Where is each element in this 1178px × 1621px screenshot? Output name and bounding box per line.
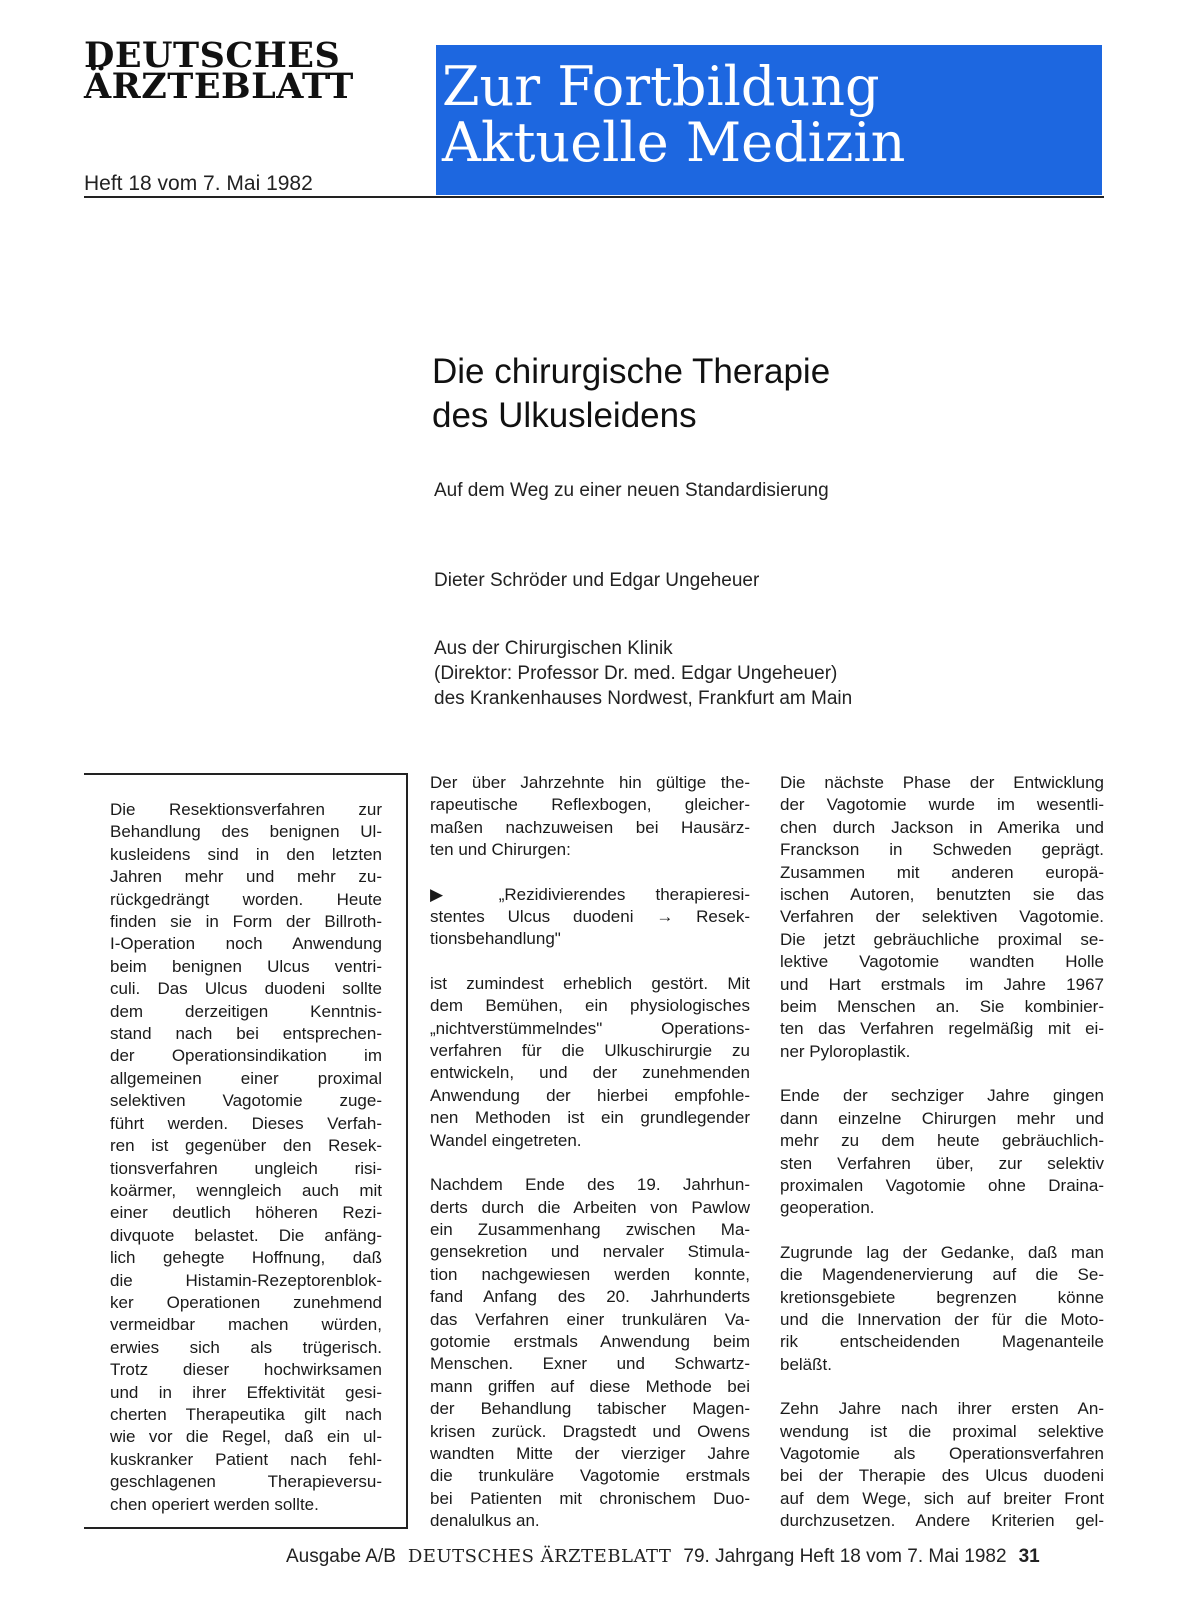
text-line: Trotz dieser hochwirksamen [110,1360,382,1380]
text-line: Anwendung der hierbei empfohle- [430,1085,750,1105]
text-line: durchzusetzen. Andere Kriterien gel- [780,1511,1104,1531]
text-line: finden sie in Form der Billroth- [110,912,382,932]
text-line: selektiven Vagotomie zuge- [110,1091,382,1111]
text-line: lektive Vagotomie wandten Holle [780,952,1104,972]
text-line: allgemeinen einer proximal [110,1068,382,1088]
text-line: kuskranker Patient nach fehl- [110,1449,382,1469]
footer-journal: DEUTSCHES ÄRZTEBLATT [407,1546,672,1567]
abstract-text [110,799,382,1516]
text-line: führt werden. Dieses Verfah- [110,1113,382,1133]
body-column-3 [780,772,1104,1533]
text-line: lich gehegte Hoffnung, daß [110,1248,382,1268]
text-line: und die Innervation der für die Moto- [780,1309,1104,1329]
text-line: Nachdem Ende des 19. Jahrhun- [430,1175,750,1195]
text-line: gotomie erstmals Anwendung beim [430,1331,750,1351]
text-line: kusleidens sind in den letzten [110,844,382,864]
section-banner [436,45,1102,195]
text-line: Zugrunde lag der Gedanke, daß man [780,1242,1104,1262]
text-line: Verfahren der selektiven Vagotomie. [780,907,1104,927]
text-line: geschlagenen Therapieversu- [110,1472,382,1492]
text-line: dem derzeitigen Kenntnis- [110,1001,382,1021]
footer-edition: Ausgabe A/B [286,1546,396,1567]
text-line: kretionsgebiete begrenzen könne [780,1287,1104,1307]
journal-masthead [84,35,404,107]
text-line: ist zumindest erheblich gestört. Mit [430,973,750,993]
text-line: mehr zu dem heute gebräuchlich- [780,1131,1104,1151]
article-affiliation [434,636,852,711]
text-line: gensekretion und nervaler Stimula- [430,1242,750,1262]
text-line: geoperation. [780,1198,875,1218]
text-line: ischen Autoren, benutzten sie das [780,885,1104,905]
text-line: koärmer, wenngleich auch mit [110,1180,382,1200]
section-title-line-2: Aktuelle Medizin [442,111,906,174]
text-line: erwies sich als trügerisch. [110,1337,382,1357]
quote-line: ▶ „Rezidivierendes therapieresi- [430,884,750,904]
page-number: 31 [1018,1546,1040,1567]
article-title [432,350,830,438]
article-subtitle: Auf dem Weg zu einer neuen Standardisierung [434,480,829,501]
text-line: Die Resektionsverfahren zur [110,800,382,819]
text-line: der Behandlung tabischer Magen- [430,1399,750,1419]
text-line: auf dem Wege, sich auf breiter Front [780,1488,1104,1508]
text-line: dem Bemühen, ein physiologisches [430,996,750,1016]
text-line: die Magendenervierung auf die Se- [780,1265,1104,1285]
text-line: dann einzelne Chirurgen mehr und [780,1108,1104,1128]
quote-line: stentes Ulcus duodeni → Resek- [430,907,750,927]
text-line: ren ist gegenüber den Resek- [110,1136,382,1156]
text-line: Menschen. Exner und Schwartz- [430,1354,750,1374]
text-line: chen operiert werden sollte. [110,1494,319,1514]
text-line: maßen nachzuweisen bei Hausärz- [430,817,750,837]
text-line: tion nachgewiesen werden konnte, [430,1264,750,1284]
text-line: die Histamin-Rezeptorenblok- [110,1270,382,1290]
title-line-1: Die chirurgische Therapie [432,352,831,391]
text-line: „nichtverstümmelndes" Operations- [430,1018,750,1038]
text-line: entwickeln, und der zunehmenden [430,1063,750,1083]
text-line: und Hart erstmals im Jahre 1967 [780,974,1104,994]
text-line: Ende der sechziger Jahre gingen [780,1086,1104,1106]
text-line: fand Anfang des 20. Jahrhunderts [430,1287,750,1307]
masthead-line-1: DEUTSCHES [84,35,341,76]
text-line: ker Operationen zunehmend [110,1292,382,1312]
text-line: verfahren für die Ulkuschirurgie zu [430,1041,750,1061]
text-line: Die jetzt gebräuchliche proximal se- [780,929,1104,949]
text-line: Zehn Jahre nach ihrer ersten An- [780,1399,1104,1419]
quote-line: tionsbehandlung" [430,929,561,949]
affiliation-line: Aus der Chirurgischen Klinik [434,638,673,659]
article-authors: Dieter Schröder und Edgar Ungeheuer [434,570,760,591]
text-line: sten Verfahren über, zur selektiv [780,1153,1104,1173]
text-line: Die nächste Phase der Entwicklung [780,773,1104,792]
text-line: denalulkus an. [430,1511,540,1531]
text-line: beim Menschen an. Sie kombinier- [780,997,1104,1017]
text-line: proximalen Vagotomie ohne Draina- [780,1175,1104,1195]
masthead-line-2: ÄRZTEBLATT [84,66,354,107]
header-rule [84,196,1104,198]
text-line: cherten Therapeutika gilt nach [110,1404,382,1424]
text-line: Behandlung des benignen Ul- [110,822,382,842]
text-line: bei Patienten mit chronischem Duo- [430,1488,750,1508]
text-line: nen Methoden ist ein grundlegender [430,1108,750,1128]
issue-line: Heft 18 vom 7. Mai 1982 [84,172,313,195]
text-line: Jahren mehr und mehr zu- [110,867,382,887]
page-footer [286,1546,1040,1568]
text-line: derts durch die Arbeiten von Pawlow [430,1197,750,1217]
text-line: und in ihrer Effektivität gesi- [110,1382,382,1402]
text-line: divquote belastet. Die anfäng- [110,1225,382,1245]
affiliation-line: des Krankenhauses Nordwest, Frankfurt am Main [434,688,853,709]
text-line: ein Zusammenhang zwischen Ma- [430,1219,750,1239]
text-line: rapeutische Reflexbogen, gleicher- [430,795,750,815]
text-line: wendung ist die proximal selektive [780,1421,1104,1441]
text-line: Der über Jahrzehnte hin gültige the- [430,773,750,792]
text-line: Franckson in Schweden geprägt. [780,840,1104,860]
text-line: die trunkuläre Vagotomie erstmals [430,1466,750,1486]
text-line: stand nach bei entsprechen- [110,1024,382,1044]
text-line: das Verfahren einer trunkulären Va- [430,1309,750,1329]
body-column-2 [430,772,750,1533]
text-line: culi. Das Ulcus duodeni sollte [110,979,382,999]
text-line: tionsverfahren ungleich risi- [110,1158,382,1178]
text-line: Wandel eingetreten. [430,1130,582,1150]
text-line: bei der Therapie des Ulcus duodeni [780,1466,1104,1486]
text-line: ten das Verfahren regelmäßig mit ei- [780,1019,1104,1039]
text-line: beim benignen Ulcus ventri- [110,956,382,976]
text-line: wandten Mitte der vierziger Jahre [430,1443,750,1463]
text-line: wie vor die Regel, daß ein ul- [110,1427,382,1447]
text-line: vermeidbar machen würden, [110,1315,382,1335]
text-line: der Vagotomie wurde im wesentli- [780,795,1104,815]
text-line: mann griffen auf diese Methode bei [430,1376,750,1396]
text-line: rückgedrängt worden. Heute [110,889,382,909]
text-line: Zusammen mit anderen europä- [780,862,1104,882]
affiliation-line: (Direktor: Professor Dr. med. Edgar Ungeheuer) [434,663,838,684]
text-line: beläßt. [780,1354,832,1374]
text-line: rik entscheidenden Magenanteile [780,1332,1104,1352]
footer-volume: 79. Jahrgang Heft 18 vom 7. Mai 1982 [683,1546,1007,1567]
text-line: chen durch Jackson in Amerika und [780,817,1104,837]
text-line: I-Operation noch Anwendung [110,934,382,954]
text-line: einer deutlich höheren Rezi- [110,1203,382,1223]
title-line-2: des Ulkusleidens [432,396,697,435]
section-title-line-1: Zur Fortbildung [442,55,880,118]
text-line: Vagotomie als Operationsverfahren [780,1443,1104,1463]
text-line: der Operationsindikation im [110,1046,382,1066]
text-line: ten und Chirurgen: [430,840,571,860]
text-line: krisen zurück. Dragstedt und Owens [430,1421,750,1441]
text-line: ner Pyloroplastik. [780,1041,911,1061]
